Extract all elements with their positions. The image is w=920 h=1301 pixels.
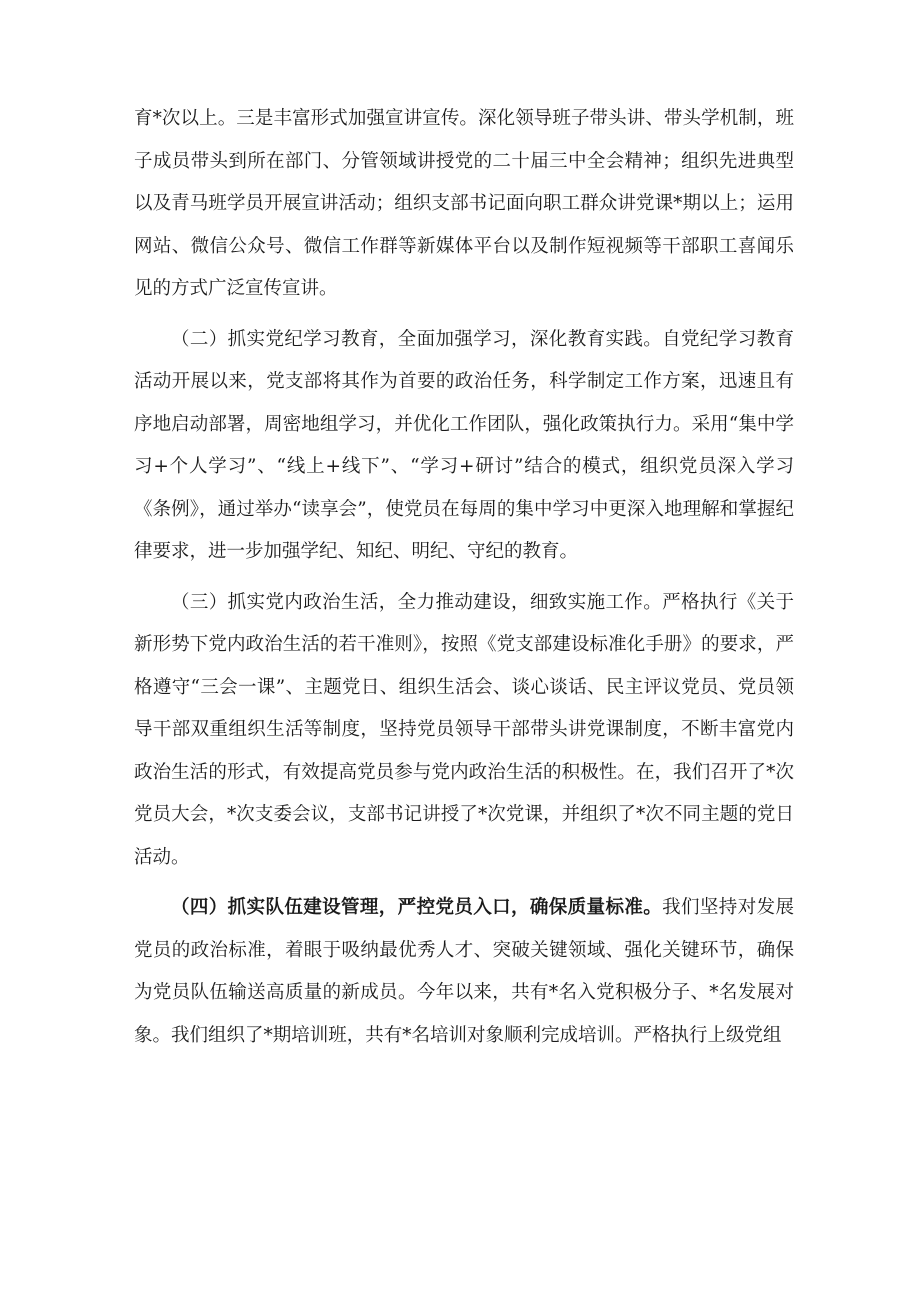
paragraph-text: （二）抓实党纪学习教育，全面加强学习，深化教育实践。自党纪学习教育活动开展以来，党支部将其作为首要的政治任务，科学制定工作方案，迅速且有序地启动部署，周密地组学习，并优化工作团队，强化政策执行力。采用“集中学习+个人学习”、“线上+线下”、“学习+研讨”结合的模式，组织党员深入学习《条例》，通过举办“读享会”，使党员在每周的集中学习中更深入地理解和掌握纪律要求，进一步加强学纪、知纪、明纪、守纪的教育。	[134, 328, 794, 562]
paragraph-text: （三）抓实党内政治生活，全力推动建设，细致实施工作。严格执行《关于新形势下党内政治生活的若干准则》，按照《党支部建设标准化手册》的要求，严格遵守“三会一课”、主题党日、组织生活会、谈心谈话、民主评议党员、党员领导干部双重组织生活等制度，坚持党员领导干部带头讲党课制度，不断丰富党内政治生活的形式，有效提高党员参与党内政治生活的积极性。在，我们召开了*次党员大会，*次支委会议，支部书记讲授了*次党课，并组织了*次不同主题的党日活动。	[134, 591, 794, 868]
paragraph-text: 育*次以上。三是丰富形式加强宣讲宣传。深化领导班子带头讲、带头学机制，班子成员带头到所在部门、分管领域讲授党的二十届三中全会精神；组织先进典型以及青马班学员开展宣讲活动；组织支部书记面向职工群众讲党课*期以上；运用网站、微信公众号、微信工作群等新媒体平台以及制作短视频等干部职工喜闻乐见的方式广泛宣传宣讲。	[134, 108, 794, 299]
document-body	[134, 98, 794, 1065]
paragraph-section-4	[134, 887, 794, 1057]
paragraph-text: 我们坚持对发展党员的政治标准，着眼于吸纳最优秀人才、突破关键领域、强化关键环节，确保为党员队伍输送高质量的新成员。今年以来，共有*名入党积极分子、*名发展对象。我们组织了*期培训班，共有*名培训对象顺利完成培训。严格执行上级党组	[134, 897, 794, 1046]
paragraph-section-3	[134, 582, 794, 880]
paragraph-heading: （四）抓实队伍建设管理，严控党员入口，确保质量标准。	[171, 897, 663, 918]
paragraph-section-2	[134, 319, 794, 574]
paragraph-continuation	[134, 98, 794, 311]
